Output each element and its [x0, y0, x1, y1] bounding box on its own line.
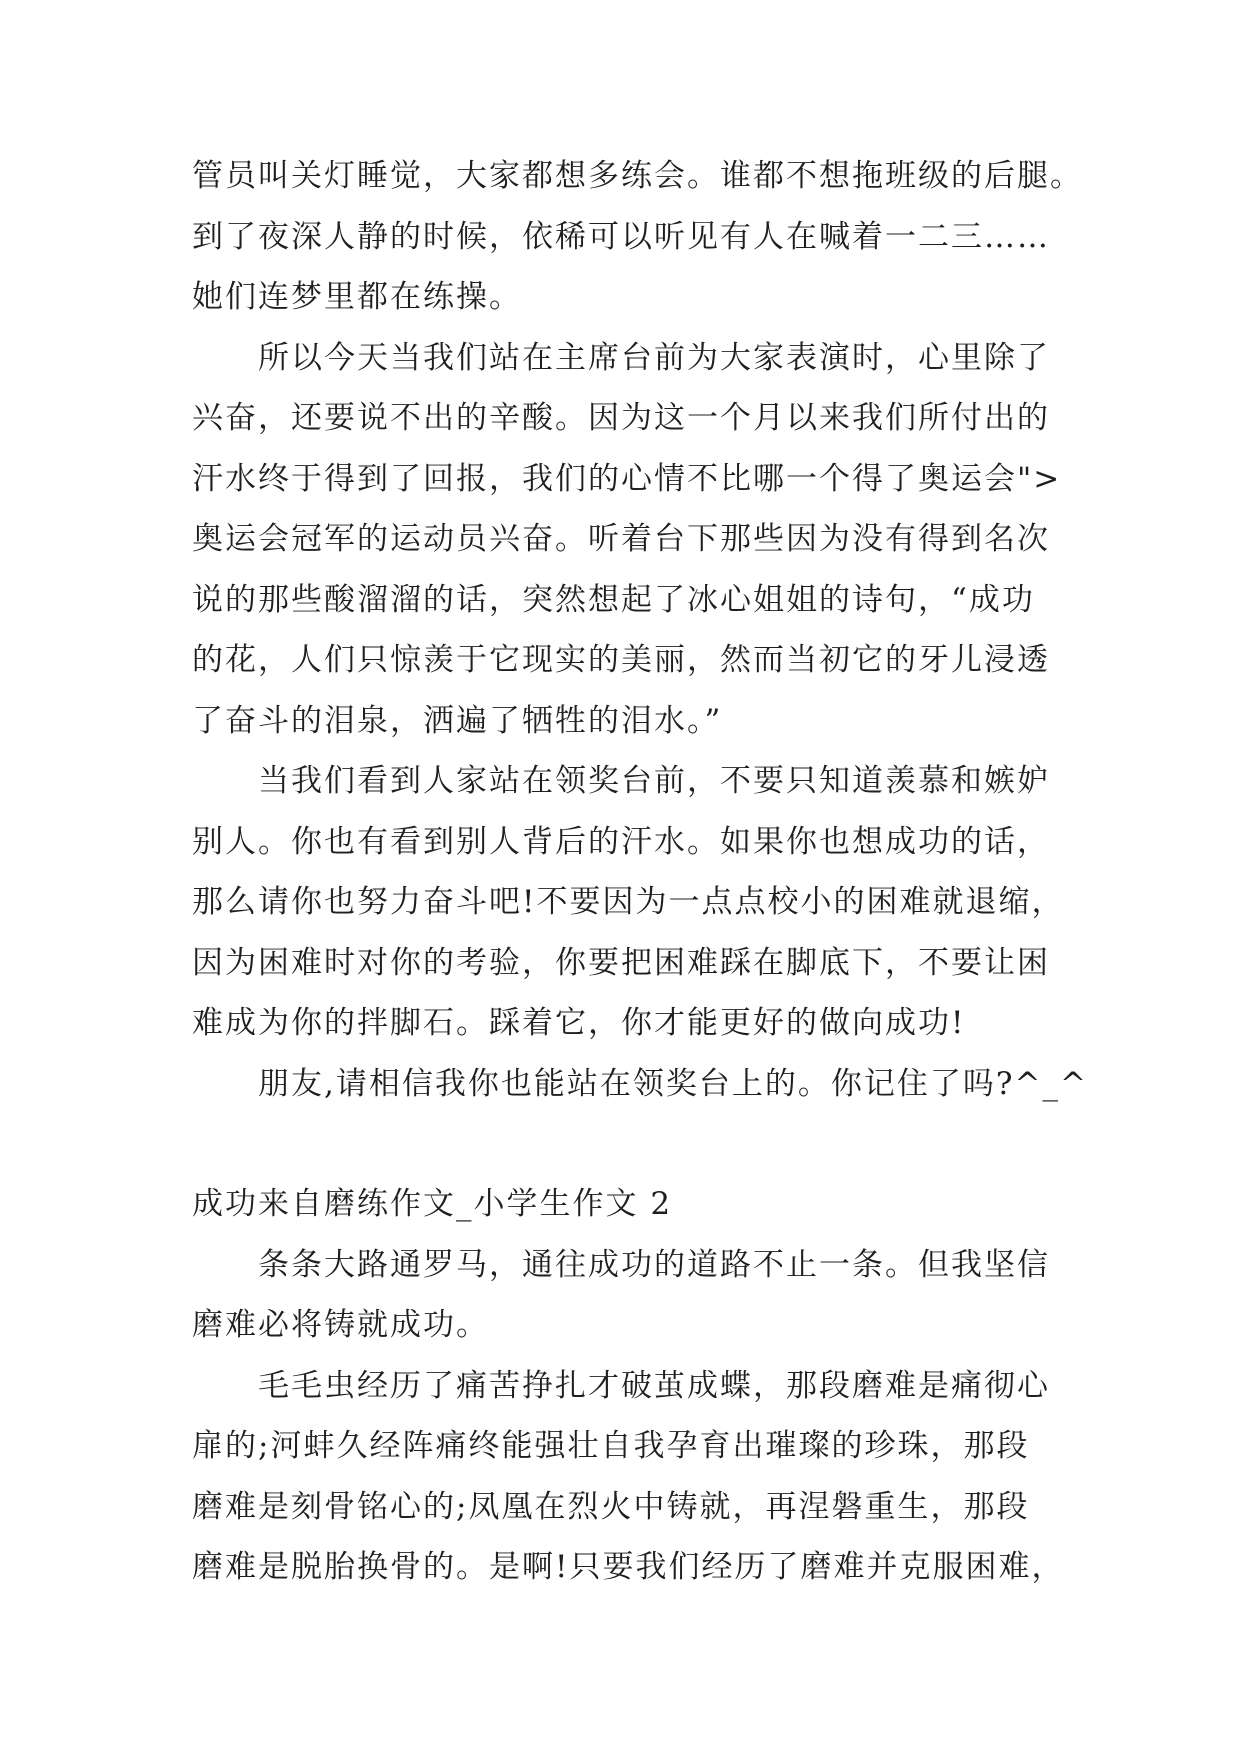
paragraph-first-line: 毛毛虫经历了痛苦挣扎才破茧成蝶，那段磨难是痛彻心 — [258, 1367, 1050, 1404]
section-spacer — [192, 1114, 1052, 1174]
paragraph-first-line: 条条大路通罗马，通往成功的道路不止一条。但我坚信 — [258, 1246, 1050, 1283]
text-line: 兴奋，还要说不出的辛酸。因为这一个月以来我们所付出的 — [192, 400, 1050, 436]
text-line: 别人。你也有看到别人背后的汗水。如果你也想成功的话， — [192, 823, 1050, 860]
paragraph-first-line: 朋友,请相信我你也能站在领奖台上的。你记住了吗?^_^ — [258, 1065, 1088, 1102]
text-line: 因为困难时对你的考验，你要把困难踩在脚底下，不要让困 — [192, 944, 1050, 981]
text-line: 难成为你的拌脚石。踩着它，你才能更好的做向成功! — [192, 1005, 966, 1041]
text-line: 汗水终于得到了回报，我们的心情不比哪一个得了奥运会"> — [192, 460, 1062, 497]
text-line: 磨难是刻骨铭心的;凤凰在烈火中铸就，再涅磐重生，那段 — [192, 1488, 1030, 1525]
text-line: 她们连梦里都在练操。 — [192, 279, 522, 315]
document-body — [192, 146, 1088, 1598]
text-line: 的花，人们只惊羡于它现实的美丽，然而当初它的牙儿浸透 — [192, 642, 1050, 678]
text-line: 磨难是脱胎换骨的。是啊!只要我们经历了磨难并克服困难， — [192, 1549, 1065, 1585]
text-line: 奥运会冠军的运动员兴奋。听着台下那些因为没有得到名次 — [192, 521, 1050, 557]
text-line: 到了夜深人静的时候，依稀可以听见有人在喊着一二三…… — [192, 218, 1050, 255]
text-line: 说的那些酸溜溜的话，突然想起了冰心姐姐的诗句，“成功 — [192, 581, 1035, 618]
paragraph-first-line: 所以今天当我们站在主席台前为大家表演时，心里除了 — [258, 339, 1050, 376]
paragraph-first-line: 当我们看到人家站在领奖台前，不要只知道羡慕和嫉妒 — [258, 763, 1050, 799]
text-line: 那么请你也努力奋斗吧!不要因为一点点校小的困难就退缩， — [192, 884, 1065, 920]
text-line: 了奋斗的泪泉，洒遍了牺牲的泪水。” — [192, 702, 723, 739]
text-line: 磨难必将铸就成功。 — [192, 1307, 489, 1343]
text-line: 管员叫关灯睡觉，大家都想多练会。谁都不想拖班级的后腿。 — [192, 158, 1083, 194]
text-line: 扉的;河蚌久经阵痛终能强壮自我孕育出璀璨的珍珠，那段 — [192, 1428, 1030, 1464]
section-heading: 成功来自磨练作文_小学生作文 2 — [192, 1186, 673, 1222]
